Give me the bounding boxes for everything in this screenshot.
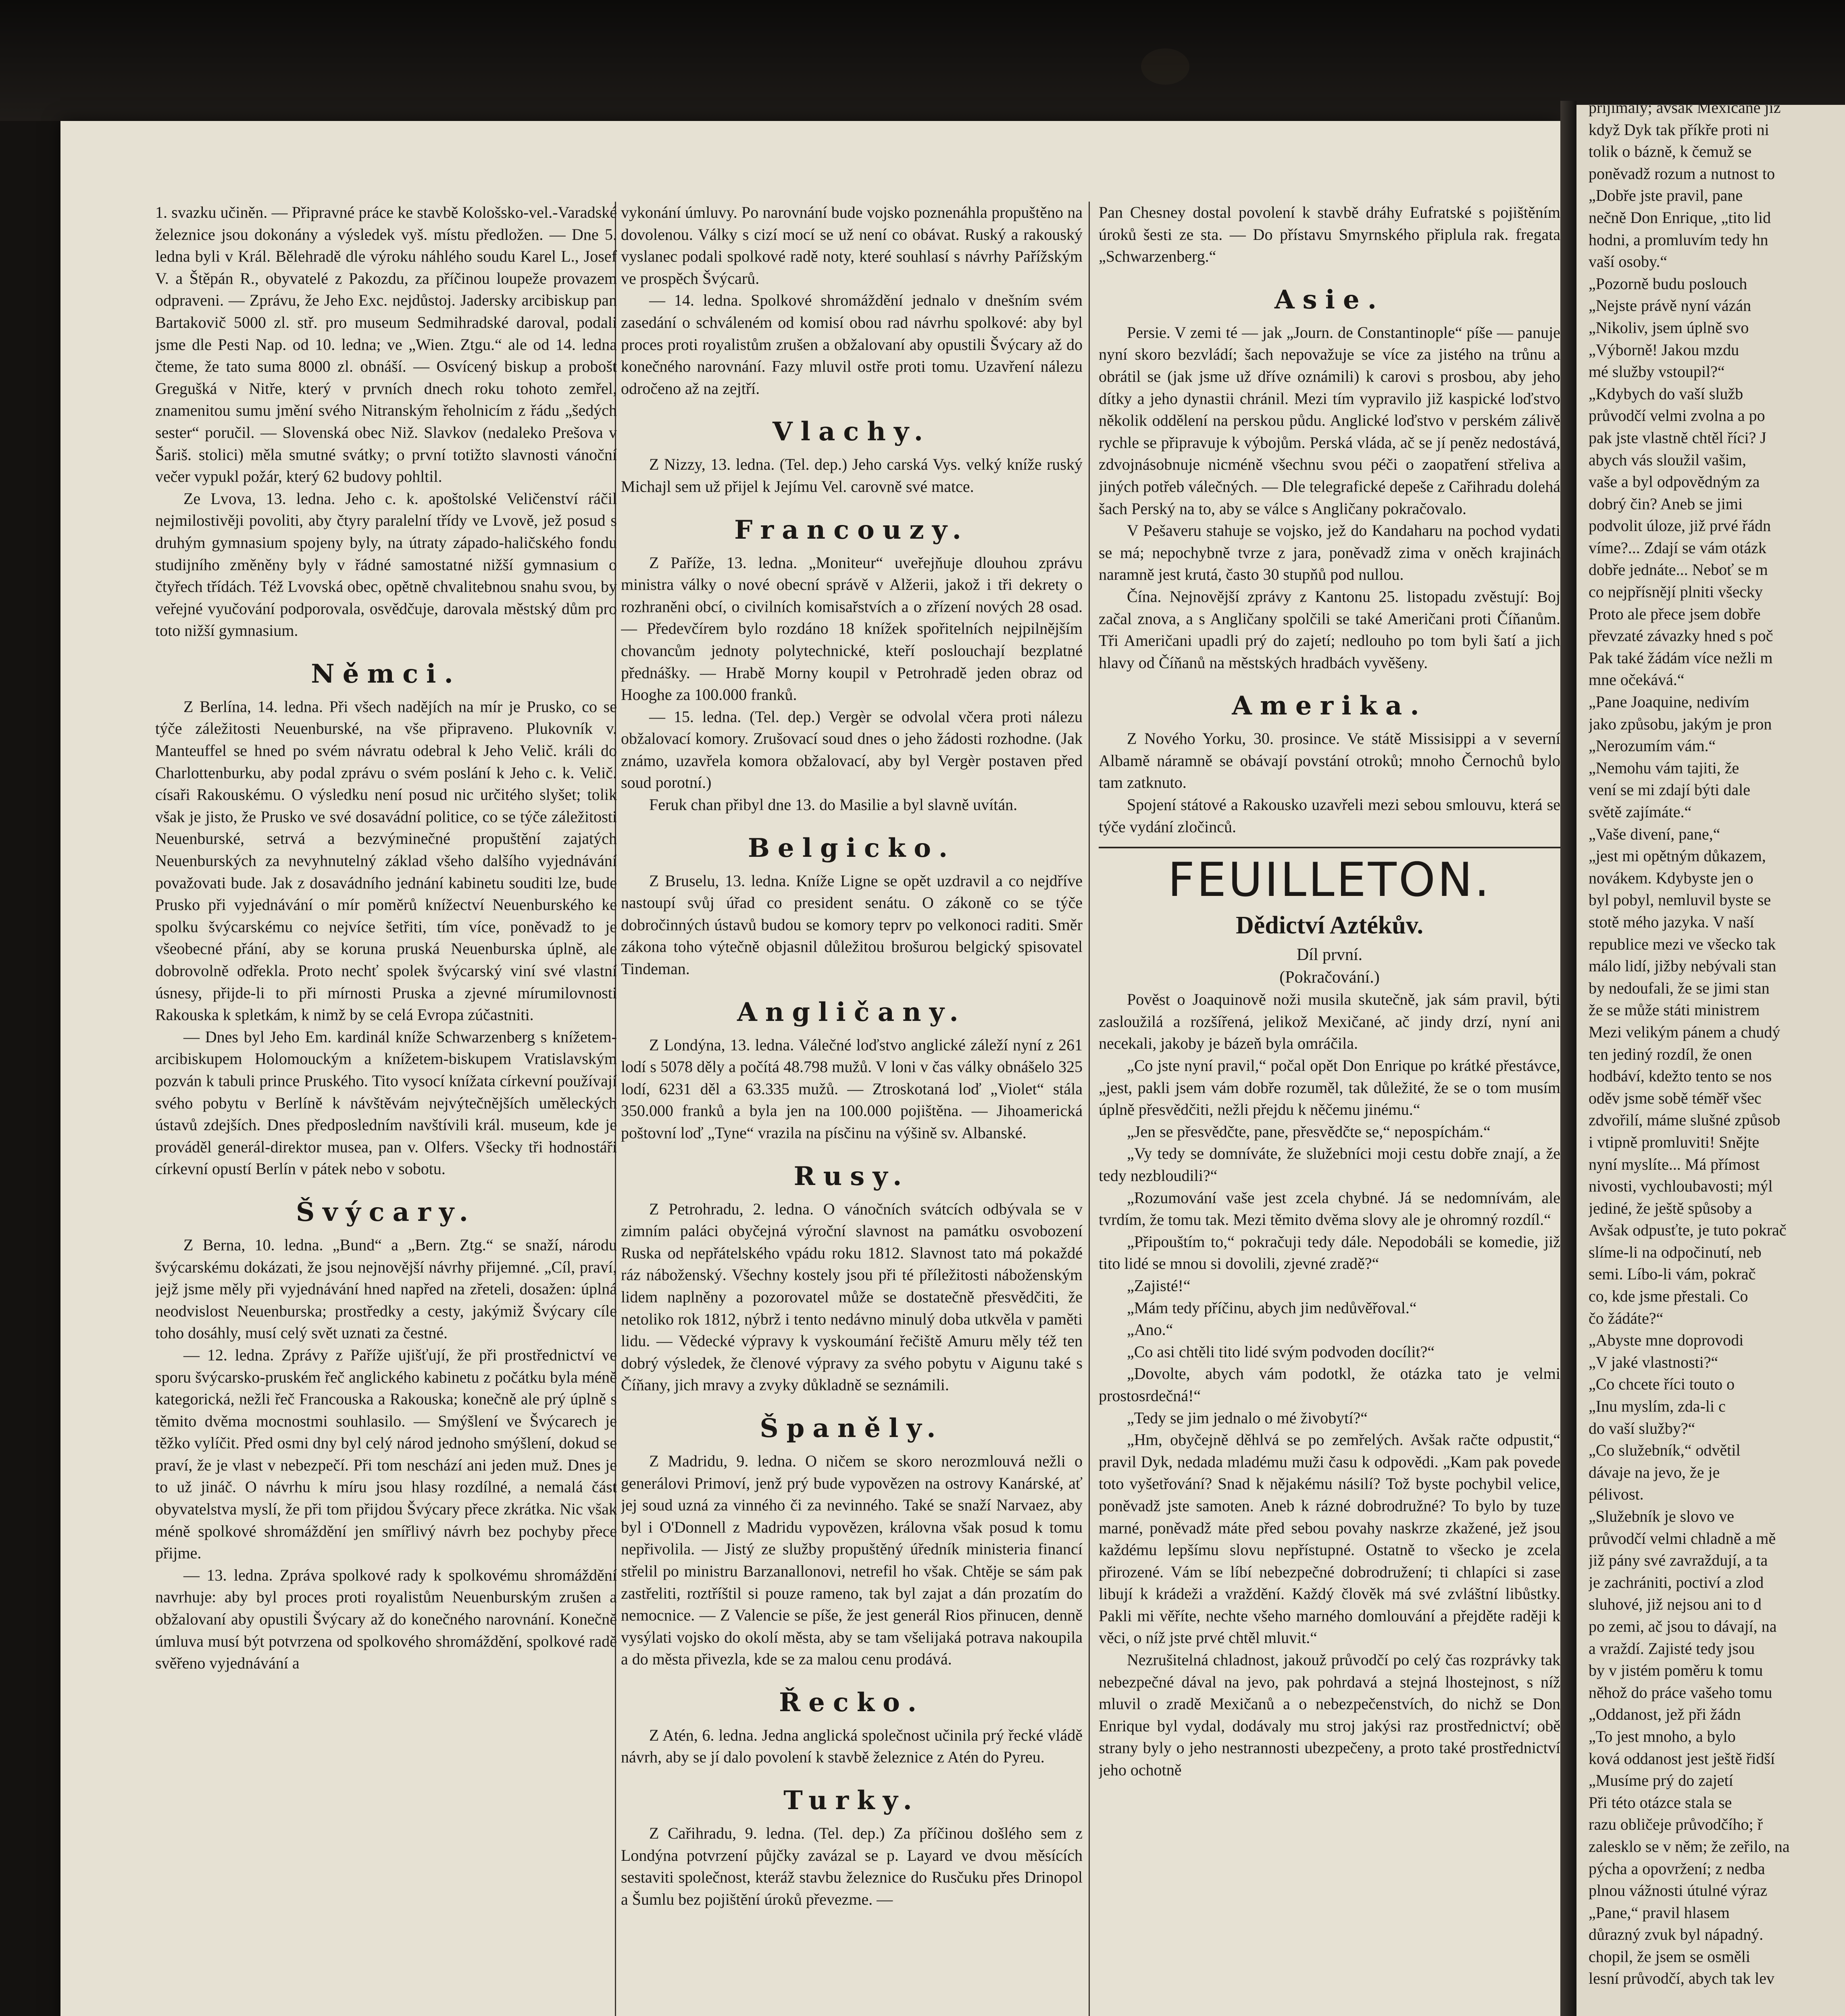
facing-page-line: průvodčí velmi zvolna a po [1589,406,1765,425]
article-paragraph: Z Cařihradu, 9. ledna. (Tel. dep.) Za příčinou došlého sem z Londýna potvrzení půjčky zavázal se p. Layard ve dvou měsících sestaviti společnost, kteráž stavbu železnice do Rusčuku přes Drinopol a Šumlu bez pojištění úroků převezme. — [621,1824,1083,1908]
facing-page-line: plnou vážnosti útulné výraz [1589,1881,1768,1900]
facing-page-line: jako způsobu, jakým je pron [1589,714,1772,733]
facing-page-line: „To jest mnoho, a bylo [1589,1727,1736,1745]
facing-page-line: slíme-li na odpočinutí, neb [1589,1243,1762,1261]
facing-page-line: nivosti, vychloubavosti; mýl [1589,1177,1773,1195]
article-paragraph: Z Berlína, 14. ledna. Při všech nadějích na mír je Prusko, co se týče záležitosti Neuenburské, na vše připraveno. Plukovník v. Manteuffel se hned po svém návratu odebral k Jeho Velič. králi do Charlottenburku, aby podal zprávu o svém poslání k Jeho c. k. Velič. císaři Rakouskému. O výsledku není posud nic určitého slyšet; tolik však je jisto, že Prusko ve své dosavádní politice, co se týče záležitosti Neuenburské, setrvá a bezvýminečné propuštění zajatých Neuenburských za nevyhnutelný základ všeho dalšího vyjednávání považovati bude. Jak z dosavádního jednání kabinetu souditi lze, bude Prusko při vyjednávání o mír poměrů knížectví Neuenburského ke spolku švýcarskému co nejvíce šetřiti, tím více, poněvadž to je všeobecné přání, aby se koruna pruská Neuenburska úplně, ale dobrovolně odřekla. Proto nechť spolek švýcarský viní své vlastní úsnesy, přijde-li to při mírnosti Pruska a zjevné mírumilovnosti Rakouska k spletkám, k nimž by se celá Evropa zúčastniti. [155,697,617,1024]
facing-page-line: pak jste vlastně chtěl říci? J [1589,428,1766,447]
facing-page-line: „Vaše divení, pane,“ [1589,825,1720,843]
feuilleton-paragraph: Pověst o Joaquinově noži musila skutečně, jak sám pravil, býti zasloužilá a rozšířená, jelikož Mexičané, ač jindy drzí, nyní ani necekali, jakoby je bázeň byla omráčila. [1099,990,1560,1053]
feuilleton-part: Díl první. [1296,946,1363,964]
facing-page-line: vaše a byl odpovědným za [1589,473,1760,491]
article-paragraph: Čína. Nejnovější zprávy z Kantonu 25. listopadu zvěstují: Boj začal znova, a s Angličany spolčili se také Američani proti Číňanům. Tři Američani upadli prý do zajetí; nedlouho po tom byli šatí a jich hlavy od Číňanů na městských hradbách vyvěšeny. [1099,587,1560,672]
article-paragraph: Z Atén, 6. ledna. Jedna anglická společnost učinila prý řecké vládě návrh, aby se jí dalo povolení k stavbě železnice z Atén do Pyreu. [621,1726,1083,1766]
facing-page-line: „Dobře jste pravil, pane [1589,186,1743,205]
section-heading-amerika: Amerika. [1232,691,1427,721]
facing-page-line: tolik o bázně, k čemuž se [1589,142,1752,161]
facing-page-line: razu obličeje průvodčího; ř [1589,1815,1763,1834]
facing-page-line: „Nejste právě nyní vázán [1589,296,1751,315]
facing-page-line: jediné, že ještě spůsoby a [1589,1199,1752,1217]
article-paragraph: Z Madridu, 9. ledna. O ničem se skoro nerozmlouvá nežli o generálovi Primoví, jenž prý bude vypovězen na ostrovy Kanárské, ať jej soud uzná za vinného či za nevinného. Také se snaží Narvaez, aby byl i O'Donnell z Madridu vypovězen, královna však posud k tomu nepřivolila. — Jistý ze služby propuštěný úředník ministeria financí střelil po ministru Barzanallonovi, netrefil ho však. Chtěje se sám pak zastřeliti, roztříštil si pouze rameno, tak byl zajat a dán prozatím do nemocnice. — Z Valencie se píše, že jest generál Rios přinucen, denně vysýlati vojsko do okolí města, aby se tam všelijaká potrava nakoupila a do města přivezla, kde se za malou cenu prodává. [621,1452,1083,1668]
facing-page-line: Mezi velikým pánem a chudý [1589,1023,1780,1041]
facing-page-line: semi. Líbo-li vám, pokrač [1589,1265,1756,1283]
article-paragraph: — 15. ledna. (Tel. dep.) Vergèr se odvolal včera proti nálezu obžalovací komory. Zrušovací soud dnes o jeho žádosti rozhodne. (Jak známo, uzavřela komora obžalovací, aby byl Vergèr postaven před soud porotní.) [621,707,1083,792]
facing-page-line: „Nemohu vám tajiti, že [1589,758,1739,777]
facing-page-line: mé služby vstoupil?“ [1589,362,1725,381]
article-paragraph: Feruk chan přibyl dne 13. do Masilie a byl slavně uvítán. [649,796,1018,814]
facing-page-line: by nedoufali, že se jimi stan [1589,979,1770,997]
article-paragraph: Z Bruselu, 13. ledna. Kníže Ligne se opět uzdravil a co nejdříve nastoupí svůj úřad co president senátu. O zákoně co se týče dobročinných ústavů budou se komory teprv po velkonoci raditi. Směr zákona toho výtečně objasnil důležitou brošurou belgický spisovatel Tindeman. [621,871,1083,978]
facing-page-line: co nejpřísnějí plniti všecky [1589,583,1763,601]
feuilleton-paragraph: „Rozumování vaše jest zcela chybné. Já se nedomnívám, ale tvrdím, že tomu tak. Mezi těmito dvěma slovy ale je ohromný rozdíl.“ [1099,1188,1560,1229]
facing-page-line: když Dyk tak příkře proti ni [1589,120,1769,139]
facing-page-line: sluhové, již nejsou ani to d [1589,1595,1762,1614]
facing-page-line: již pány své zavraždují, a ta [1589,1551,1768,1570]
feuilleton-paragraph: „Hm, obyčejně děhlvá se po zemřelých. Avšak račte odpustit,“ pravil Dyk, nedada mladému muži času k odpovědi. „Kam pak povede toto vyšetřování? Snad k nějakému násilí? Tož byste pochybil velice, poněvadž jste samoten. Aneb k rázné dobrodružné? To bylo by tuze marné, poněvadž máte před sebou povahy naskrze zkažené, jež jsou každému lepšímu slovu nepřístupné. Ostatně to všecko je zcela přirozené. Vám se líbí nebezpečné dobrodružení; ti chlapíci si zase libují k krádeži a vraždění. Každý člověk má své zvláštní libůstky. Pakli mi věříte, nechte všeho marného domlouvání a přejděte raději k věci, o níž jste prvé chtěl mluvit.“ [1099,1431,1560,1647]
facing-page-line: něhož do práce vašeho tomu [1589,1683,1772,1702]
facing-page-line: „jest mi opětným důkazem, [1589,847,1766,865]
facing-page-line: zdvořilí, máme slušné způsob [1589,1111,1780,1129]
facing-page-line: stotě mého jazyka. V naší [1589,912,1754,931]
facing-page-line: málo lidí, jižby nebývali stan [1589,957,1776,975]
feuilleton-title: FEUILLETON. [1168,853,1491,908]
section-heading-spanely: Španěly. [760,1413,944,1443]
article-paragraph: — 13. ledna. Zpráva spolkové rady k spolkovému shromáždění navrhuje: aby byl proces proti royalistům Neuenburským zrušen a obžalovaní aby opustili Švýcary až do konečného narovnání. Konečně úmluva musí být potvrzena od spolkového shromáždění, spolkové radě svěřeno vyjednávání a [155,1566,617,1672]
facing-page-line: „Pozorně budu poslouch [1589,274,1747,293]
feuilleton-paragraph: „Ano.“ [1127,1320,1173,1339]
section-heading-belgicko: Belgicko. [748,833,956,863]
article-paragraph: Z Nizzy, 13. ledna. (Tel. dep.) Jeho carská Vys. velký kníže ruský Michajl sem už přijel k Jejímu Vel. carovně své matce. [621,455,1083,496]
facing-page-line: pélivost. [1589,1485,1644,1504]
facing-page-line: oděv jsme sobě téměř všec [1589,1089,1762,1107]
feuilleton-paragraph: „Mám tedy příčinu, abych jim nedůvěřoval.“ [1127,1298,1417,1317]
facing-page-line: „Oddanost, jež při žádn [1589,1705,1741,1724]
facing-page-line: zalesklo se v něm; že zeřilo, na [1589,1837,1790,1856]
section-heading-nemci: Němci. [311,658,461,689]
facing-page-line: ten jediný rozdíl, že onen [1589,1045,1752,1063]
article-paragraph: — Dnes byl Jeho Em. kardinál kníže Schwarzenberg s knížetem-arcibiskupem Holomouckým a knížetem-biskupem Vratislavským pozván k tabuli prince Pruského. Tito vysocí knížata církevní používají svého pobytu v Berlíně k návštěvám nejvýtečnějších uměleckých ústavů zdejších. Dnes předposledním navštívili král. museum, kde je prováděl generál-direktor musea, pan v. Olfers. Všecky tři hodnostáři církevní opustí Berlín v pátek nebo v sobotu. [155,1027,617,1178]
article-paragraph: Z Nového Yorku, 30. prosince. Ve státě Missisippi a v severní Albamě náramně se obávají povstání otroků; mnoho Černochů bylo tam zatknuto. [1099,729,1560,792]
column-3 [1099,202,1560,2016]
facing-page-line: byl pobyl, nemluvil byste se [1589,891,1771,909]
facing-page-line: důrazný zvuk byl nápadný. [1589,1925,1764,1944]
facing-page-line: Proto ale přece jsem dobře [1589,604,1761,623]
article-paragraph: 1. svazku učiněn. — Připravné práce ke stavbě Kološsko-vel.-Varadské železnice jsou dokonány a výsledek vyš. místu předložen. — Dne 5. ledna byli v Král. Bělehradě dle výroku náhlého soudu Karel L., Josef V. a Štěpán R., obyvatelé z Pakozdu, za příčinou loupeže provazem odpraveni. — Zprávu, že Jeho Exc. nejdůstoj. Jadersky arcibiskup pan Bartakovič 5000 zl. stř. pro museum Sedmihradské daroval, podali jsme dle Pesti Nap. od 10. ledna; ve „Wien. Ztgu.“ ale od 14. ledna čteme, že tato suma 8000 zl. obnáší. — Osvícený biskup a probošt Gregušká v Nitře, který v prvních dnech roku tohoto zemřel, znamenitou sumu jmění svého Nitranským řeholnicím z řádu „šedých sester“ poručil. — Slovenská obec Niž. Slavkov (nedaleko Prešova v Šariš. stolici) měla smutné svátky; o první totižto slavnosti vánoční večer vypukl požár, který 62 budovy pohltil. [155,203,617,486]
facing-page-line: poněvadž rozum a nutnost to [1589,164,1775,183]
paper-stain [1141,48,1189,85]
facing-page-line: ková oddanost jest ještě řidší [1589,1749,1775,1768]
article-paragraph: Pan Chesney dostal povolení k stavbě dráhy Eufratské s pojištěním úroků šesti ze sta. — Do přístavu Smyrnského připlula rak. fregata „Schwarzenberg.“ [1099,203,1560,266]
facing-page-line: že se může státi ministrem [1589,1001,1760,1019]
facing-page-line: republice mezi ve všecko tak [1589,935,1776,953]
article-paragraph: — 12. ledna. Zprávy z Paříže ujišťují, že při prostřednictví ve sporu švýcarsko-pruském řeč anglického kabinetu z počátku byla méně kategorická, nežli řeč Francouska a Rakouska; konečně ale prý úplně s těmito dvěma mocnostmi souhlasilo. — Smýšlení ve Švýcarech je těžko vylíčit. Před osmi dny byl celý národ jednoho smýšlení, dokud se praví, že je vlast v nebezpečí. Při tom neschází ani jeden muž. Dnes je to už jináč. O návrhu k míru jsou hlasy rozdílné, a nemalá část obyvatelstva myslí, že při tom přijdou Švýcary přece zkrátka. Nic však méně spolkové shromáždění jen smířlivý návrh bez pochyby přece přijme. [155,1345,617,1562]
section-heading-turky: Turky. [783,1785,920,1816]
facing-page-line: i vtipně promluviti! Snějte [1589,1133,1760,1151]
facing-page-line: novákem. Kdybyste jen o [1589,868,1753,887]
facing-page-line: Pak také žádám více nežli m [1589,648,1773,667]
facing-page-line: „Abyste mne doprovodi [1589,1331,1744,1350]
facing-page-line: dobrý čin? Aneb se jimi [1589,494,1743,513]
facing-page-line: „Pane,“ pravil hlasem [1589,1903,1730,1922]
facing-page-line: po zemi, ač jsou to dávají, na [1589,1617,1777,1635]
facing-page-line: by v jistém poměru k tomu [1589,1661,1763,1680]
feuilleton-paragraph: „Zajisté!“ [1127,1276,1191,1295]
section-heading-svycary: Švýcary. [296,1197,476,1227]
facing-page-line: „Služebník je slovo ve [1589,1507,1735,1525]
facing-page-line: „Musíme prý do zajetí [1589,1771,1733,1790]
facing-page-column [1589,97,1845,2016]
facing-page-line: je zachrániti, poctiví a zlod [1589,1573,1764,1591]
facing-page-line: abych vás sloužil vašim, [1589,450,1747,469]
facing-page-line: „Inu myslím, zda-li c [1589,1397,1726,1416]
feuilleton-paragraph: „Co jste nyní pravil,“ počal opět Don Enrique po krátké přestávce, „jest, pakli jsem vám dobře rozuměl, tak důležité, že se o tom musím úplně přesvědčiti, nežli přejdu k něčemu jinému.“ [1099,1056,1560,1119]
facing-page-line: „Nikoliv, jsem úplně svo [1589,318,1749,337]
feuilleton-continuation: (Pokračování.) [1279,968,1380,987]
column-1 [155,202,617,2016]
article-paragraph: — 14. ledna. Spolkové shromáždění jednalo v dnešním svém zasedání o schváleném od komisí obou rad návrhu spolkové: aby byl proces proti royalistům zrušen a obžalovaní aby opustili Švýcary až do konečného narovnání. Fazy mluvil ostře proti tomu. Uzavření nálezu odročeno až na zejtří. [621,291,1083,398]
facing-page-line: Avšak odpusťte, je tuto pokrač [1589,1221,1787,1239]
facing-page-line: víme?... Zdají se vám otázk [1589,538,1766,557]
feuilleton-paragraph: „Tedy se jim jednalo o mé živobytí?“ [1127,1408,1368,1427]
article-paragraph: Z Londýna, 13. ledna. Válečné loďstvo anglické záleží nyní z 261 lodí s 5078 děly a počítá 48.798 mužů. V loni v čas války obnášelo 325 lodí, 6231 děl a 63.335 mužů. — Ztroskotaná loď „Violet“ stála 350.000 franků a byla jen na 100.000 pojištěna. — Jihoamerická poštovní loď „Tyne“ vrazila na písčinu na výšině sv. Albanské. [621,1035,1083,1142]
facing-page-line: mne očekává.“ [1589,671,1685,689]
section-heading-recko: Řecko. [779,1687,925,1718]
facing-page-line: dávaje na jevo, že je [1589,1463,1720,1481]
facing-page-line: převzaté závazky hned s poč [1589,627,1773,645]
facing-page-line: pýcha a opovržení; z nedba [1589,1859,1765,1878]
facing-page-line: lesní průvodčí, abych tak lev [1589,1969,1774,1988]
facing-page-line: nyní myslíte... Má přímost [1589,1155,1760,1173]
article-paragraph: Z Berna, 10. ledna. „Bund“ a „Bern. Ztg.“ se snaží, národu švýcarskému dokázati, že jsou nejnovější návrhy přijemné. „Cíl, praví, jejž jsme měly při vyjednávání hned napřed na zřeteli, dosažen: úplná neodvislost Neuenburska; prostředky a cesty, jakýmiž Švýcary cíle toho dosáhly, musí celý svět uznati za čestné. [155,1235,617,1342]
article-paragraph: vykonání úmluvy. Po narovnání bude vojsko poznenáhla propuštěno na dovolenou. Války s cizí mocí se už není co obávat. Ruský a rakouský vyslanec podali spolkové radě noty, které souhlasí s návrhy Pařížským ve prospěch Švýcarů. [621,203,1083,287]
facing-page-line: nečně Don Enrique, „tito lid [1589,208,1771,227]
feuilleton-paragraph: „Co asi chtěli tito lidé svým podvoden docílit?“ [1127,1342,1435,1361]
article-paragraph: Persie. V zemi té — jak „Journ. de Constantinople“ píše — panuje nyní skoro bezvládí; šach nepovažuje se více za jistého na trůnu a obrátil se (jak jsme už dříve oznámili) k carovi s prosbou, aby jeho dítky a jeho dynastii chránil. Mezi tím vypravilo již kaspické loďstvo několik oddělení na perskou půdu. Anglické loďstvo v perském zálivě rychle se připravuje k výbojům. Perská vláda, ač se jí peněz nedostává, zdvojnásobnuje nicméně všechnu svou péči o zaopatření střeliva a jiných potřeb válečných. — Dle telegrafické depeše z Cařihradu dolehá šach Perský na to, aby se válce s Angličany pokračovalo. [1099,323,1560,518]
facing-page-line: „Nerozumím vám.“ [1589,737,1716,755]
section-heading-francouzy: Francouzy. [734,514,969,545]
article-paragraph: Spojení státové a Rakousko uzavřeli mezi sebou smlouvu, která se týče vydání zločinců. [1099,796,1560,836]
facing-page-line: „Co služebník,“ odvětil [1589,1441,1741,1460]
facing-page-line: čo žádáte?“ [1589,1309,1664,1327]
article-paragraph: Z Paříže, 13. ledna. „Moniteur“ uveřejňuje dlouhou zprávu ministra války o nové obecní správě v Alžerii, jakož i tři dekrety o rozhraněni obcí, o civilních komisařstvích a o zřízení nových 28 osad. — Předevčírem bylo rozdáno 18 knížek spořitelních nejpilnějším chovancům jednoty polytechnické, kteří poslouchají bezplatné přednášky. — Hrabě Morny koupil v Petrohradě jeden obraz od Hooghe za 100.000 franků. [621,553,1083,704]
article-paragraph: Z Petrohradu, 2. ledna. O vánočních svátcích odbývala se v zimním paláci obyčejná výroční slavnost na památku osvobození Ruska od nepřátelského vpádu roku 1812. Slavnost tato má pokaždé ráz náboženský. Všechny kostely jsou při té příležitosti náboženským lidem naplněny a pozorovatel může se dostatečně přesvědčiti, že netoliko rok 1812, nýbrž i tento nedávno minulý doba utkvěla v paměti lidu. — Vědecké výpravy k vyskoumání řečiště Amuru měly též ten dobrý výsledek, že členové výpravy za svého pobytu v Aigunu také s Číňany, jich mravy a zvyky důkladně se seznámili. [621,1200,1083,1394]
section-heading-vlachy: Vlachy. [772,417,931,447]
facing-page-line: „Výborně! Jakou mzdu [1589,340,1739,359]
facing-page-line: světě zajímáte.“ [1589,803,1692,821]
feuilleton-paragraph: Nezrušitelná chladnost, jakouž průvodčí po celý čas rozprávky tak nebezpečné dával na jevo, pak pohrdavá a stejná lhostejnost, s níž mluvil o zradě Mexičanů a o nebezpečenstvích, do nichž se Don Enrique byl vydal, dodávaly mu stroj jakýsi raz prostřednictví; obě strany byly o jeho nestrannosti ubezpečeny, a proto také prostřednictví jeho ochotně [1099,1651,1560,1779]
facing-page-line: a vraždí. Zajisté tedy jsou [1589,1639,1755,1658]
section-heading-asie: Asie. [1274,284,1385,315]
section-heading-anglicany: Angličany. [737,997,966,1027]
facing-page-line: přijímaly; avšak Mexičané již [1589,98,1781,117]
feuilleton-subtitle: Dědictví Aztékův. [1236,912,1423,939]
facing-page-line: „Pane Joaquine, nedivím [1589,693,1749,711]
facing-page-line: „Co chcete říci touto o [1589,1375,1735,1393]
facing-page-line: do vaší služby?“ [1589,1419,1695,1437]
facing-page-line: dobře jednáte... Neboť se m [1589,560,1768,579]
article-paragraph: V Pešaveru stahuje se vojsko, jež do Kandaharu na pochod vydati se má; nepochybně tvrze z jara, poněvadž zima v oněch krajinách naramně jest krutá, často 30 stupňů pod nullou. [1099,521,1560,584]
facing-page-line: „Kdybych do vaší služb [1589,384,1743,403]
facing-page-line: vaší osoby.“ [1589,252,1668,271]
facing-page-line: průvodčí velmi chladně a mě [1589,1529,1776,1547]
section-heading-rusy: Rusy. [793,1161,910,1191]
feuilleton-paragraph: „Dovolte, abych vám podotkl, že otázka tato je velmi prostosrdečná!“ [1099,1364,1560,1405]
page-gutter [1560,101,1576,2016]
facing-page-line: vení se mi zdají býti dale [1589,781,1750,799]
facing-page-line: Při této otázce stala se [1589,1793,1732,1812]
column-2 [621,202,1083,2016]
feuilleton-divider [1099,847,1560,848]
facing-page-line: hodbáví, kdežto tento se nos [1589,1067,1772,1085]
feuilleton-paragraph: „Jen se přesvědčte, pane, přesvědčte se,“ nepospíchám.“ [1127,1122,1491,1141]
facing-page-line: „V jaké vlastnosti?“ [1589,1353,1718,1371]
facing-page-line: chopil, že jsem se osměli [1589,1947,1751,1966]
feuilleton-paragraph: „Vy tedy se domníváte, že služebníci moji cestu dobře znají, a že tedy nezbloudili?“ [1099,1144,1560,1185]
article-paragraph: Ze Lvova, 13. ledna. Jeho c. k. apoštolské Veličenství ráčil nejmilostivěji povoliti, aby čtyry paralelní třídy ve Lvově, jež posud s druhým gymnasium spojeny byly, na útraty západo-haličského fondu studijního změněny byly v řádné samostatné nižší gymnasium o čtyřech třídách. Též Lvovská obec, opětně chvalitebnou snahu svou, by veřejné vyučování podporovala, osvědčuje, darovala městský dům pro toto nižší gymnasium. [155,489,617,640]
facing-page-line: hodni, a promluvím tedy hn [1589,230,1768,249]
facing-page-line: podvolit úloze, již prvé řádn [1589,516,1771,535]
column-rule [1089,202,1090,2016]
feuilleton-paragraph: „Připouštím to,“ pokračuji tedy dále. Nepodobáli se komedie, již tito lidé se mnou si dovolili, zjevné zradě?“ [1099,1232,1560,1273]
facing-page-line: co, kde jsme přestali. Co [1589,1287,1748,1306]
